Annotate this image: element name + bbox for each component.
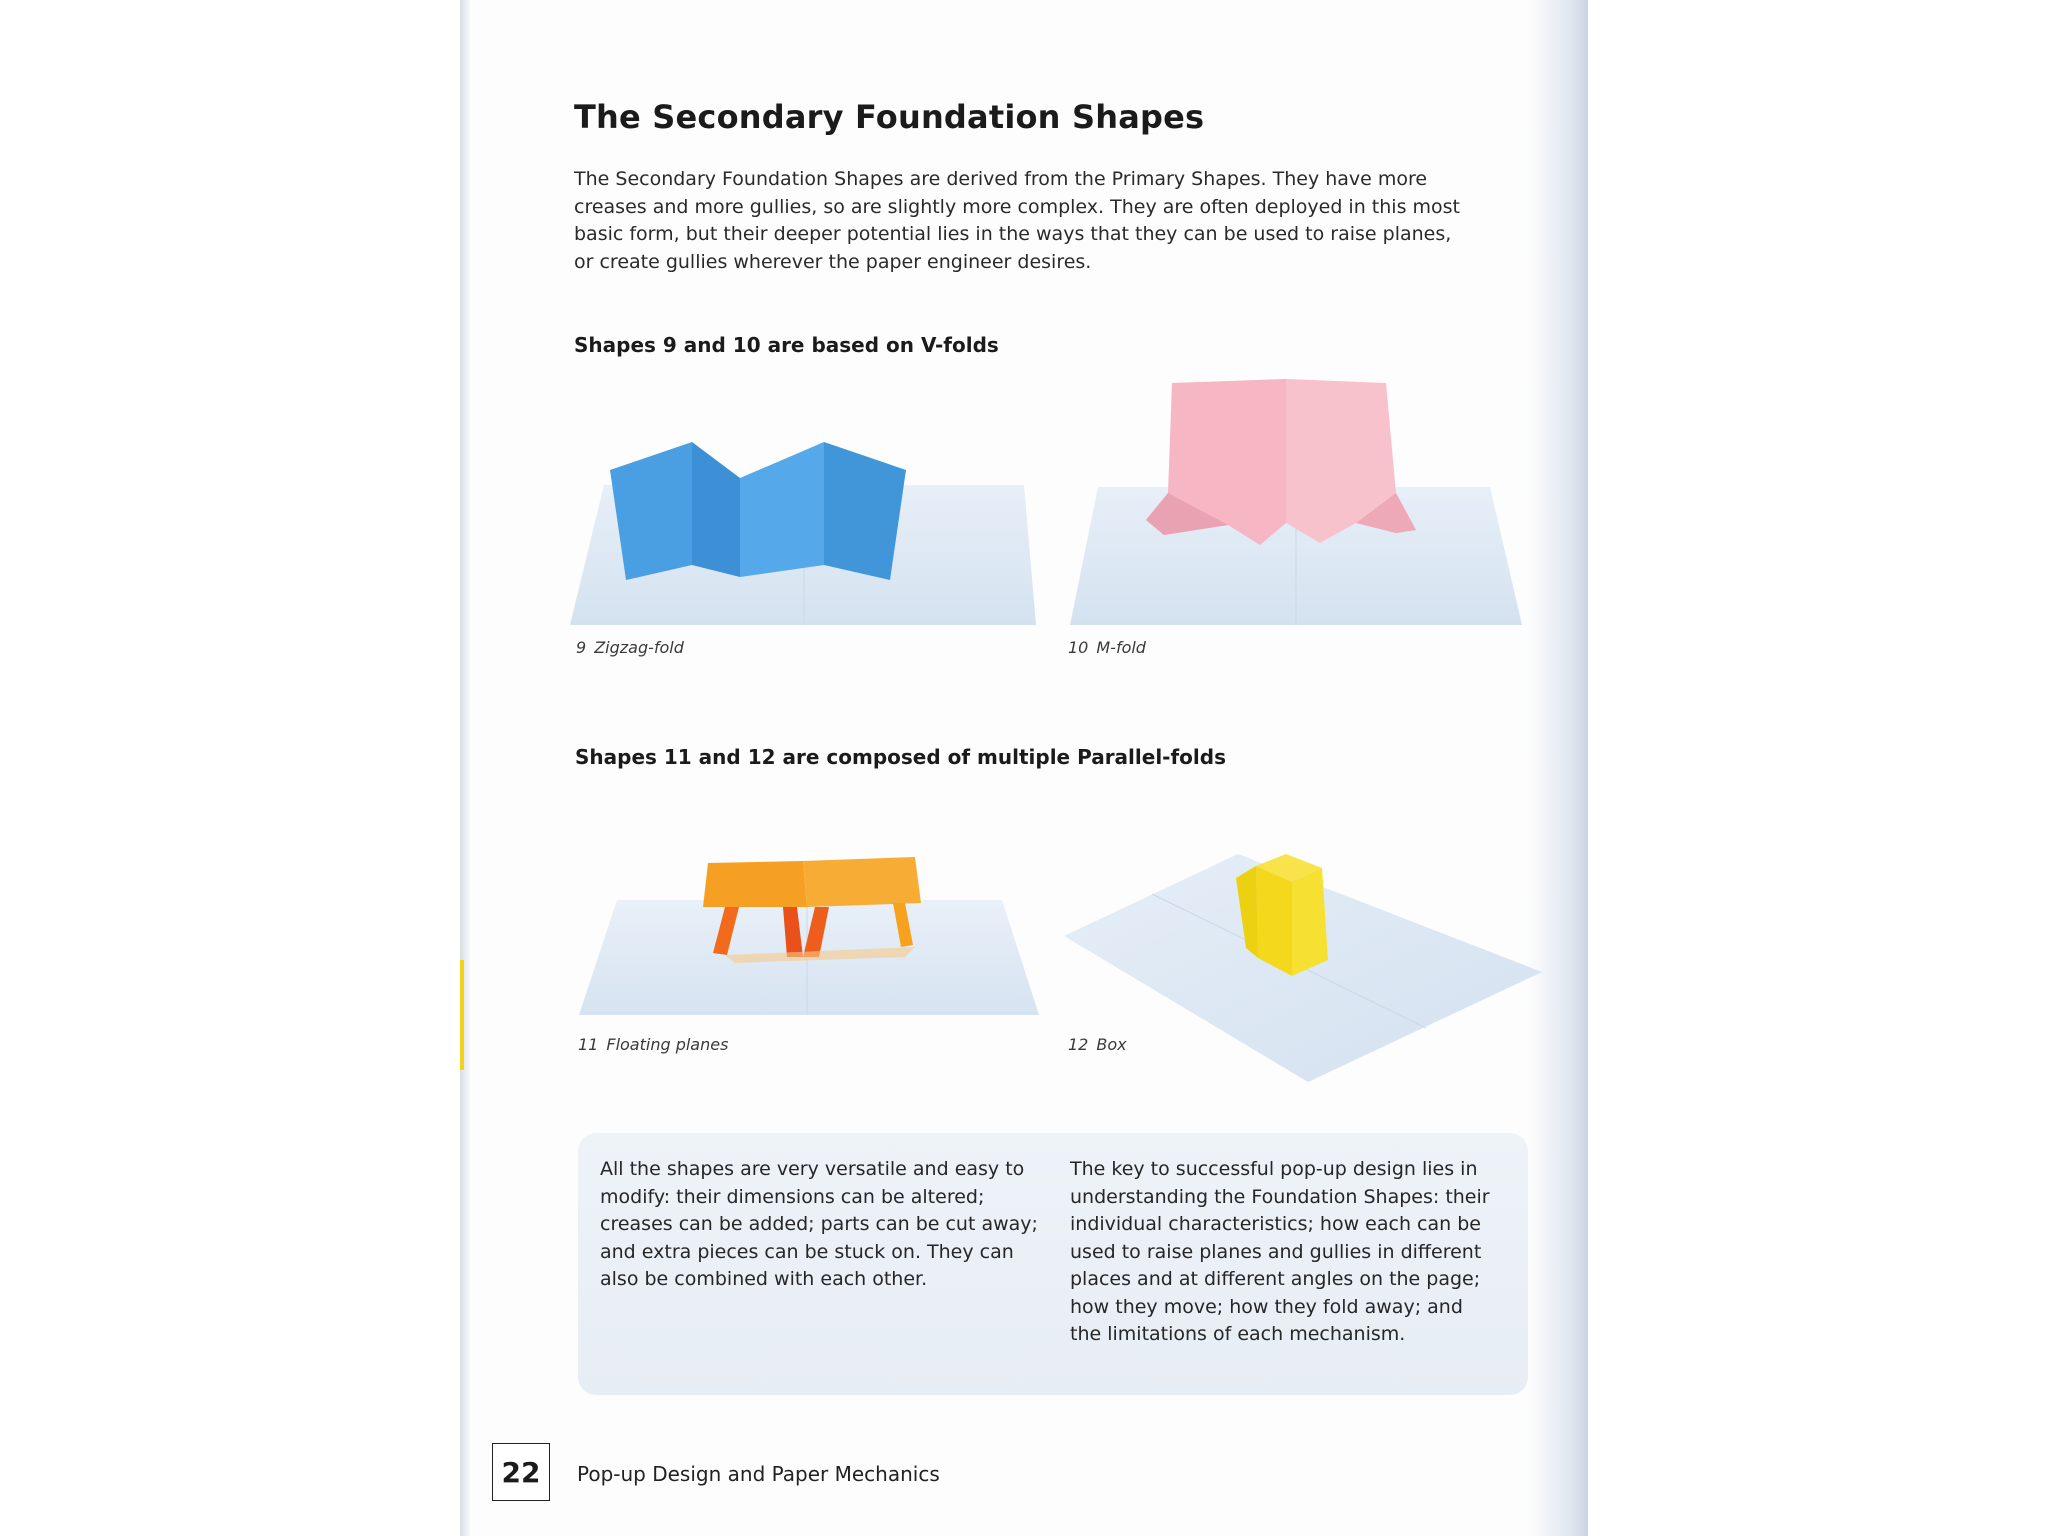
- zigzag-fold-figure: [568, 375, 1048, 635]
- intro-paragraph: The Secondary Foundation Shapes are derived from the Primary Shapes. They have more creases and more gullies, so are slightly more complex. They are often deployed in this most basic form, but their deeper potential lies in the ways that they can be used to raise planes, or create gullies wherever the paper engineer desires.: [574, 168, 1460, 273]
- figure-number: 10: [1068, 638, 1089, 657]
- floating-planes-figure: [575, 845, 1055, 1025]
- box-front-right: [1292, 868, 1328, 976]
- figure-caption-text: Floating planes: [606, 1035, 729, 1054]
- zigzag-panel-3: [740, 442, 824, 577]
- figure-caption-text: M-fold: [1096, 638, 1146, 657]
- note-left-column: All the shapes are very versatile and easy to modify: their dimensions can be altered; creases can be added; parts can be cut away; and extra pieces can be stuck on. They can also be combined with each other.: [600, 1158, 1038, 1290]
- figure-number: 12: [1068, 1035, 1089, 1054]
- page-number: 22: [492, 1443, 550, 1501]
- figure-caption-10: [1068, 638, 1146, 657]
- floating-plane-top: [703, 861, 807, 907]
- figure-caption-9: [576, 638, 684, 657]
- note-box: [578, 1133, 1528, 1395]
- section-heading-v-folds: Shapes 9 and 10 are based on V-folds: [574, 333, 999, 357]
- page-edge-accent: [460, 960, 464, 1070]
- page-edge-shadow: [1528, 0, 1588, 1536]
- m-fold-figure: [1060, 375, 1530, 635]
- figure-caption-text: Box: [1096, 1035, 1127, 1054]
- figure-caption-12: [1068, 1035, 1127, 1054]
- section-heading-parallel-folds: Shapes 11 and 12 are composed of multiple Parallel-folds: [575, 745, 1226, 769]
- page-gutter-shadow: [460, 0, 470, 1536]
- note-right-column: The key to successful pop-up design lies in understanding the Foundation Shapes: their individual characteristics; how each can be used to raise planes and gullies in different places and at different angles on the page; how they move; how they fold away; and the limitations of each mechanism.: [1070, 1158, 1490, 1345]
- box-figure: [1060, 848, 1550, 1088]
- zigzag-panel-2: [692, 442, 740, 577]
- book-page: [460, 0, 1588, 1536]
- floating-plane-top-right: [803, 857, 921, 907]
- page-title: The Secondary Foundation Shapes: [574, 98, 1205, 136]
- figure-caption-11: [578, 1035, 728, 1054]
- running-title: Pop-up Design and Paper Mechanics: [577, 1462, 940, 1486]
- box-front-left: [1256, 866, 1292, 976]
- figure-caption-text: Zigzag-fold: [594, 638, 684, 657]
- figure-number: 11: [578, 1035, 599, 1054]
- figure-number: 9: [576, 638, 587, 657]
